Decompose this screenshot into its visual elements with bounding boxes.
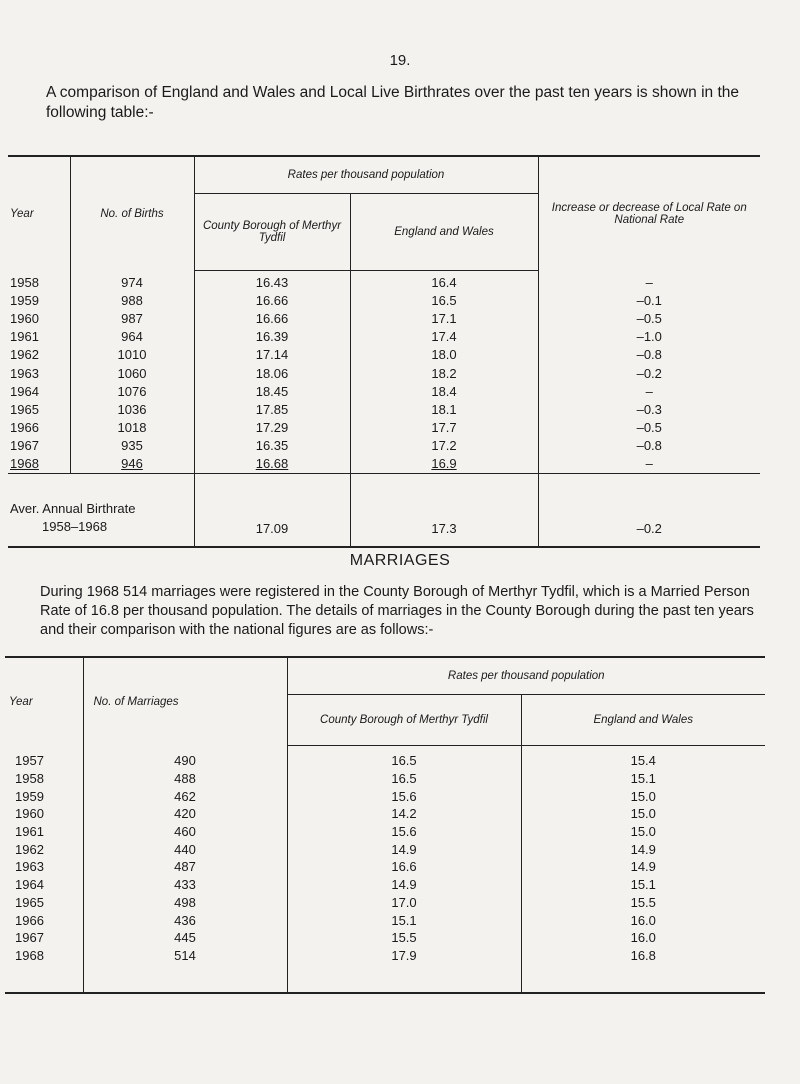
- row-year: 1958: [8, 271, 70, 293]
- row-marriages: 433: [83, 876, 287, 894]
- row-change: –: [645, 274, 653, 290]
- row-england-rate: 14.9: [630, 859, 656, 875]
- row-change: –: [645, 455, 653, 471]
- row-births: 1018: [70, 419, 194, 437]
- row-county-rate: 15.1: [287, 911, 521, 929]
- row-england-rate: 17.4: [350, 328, 538, 346]
- table-row: [5, 746, 765, 770]
- table-row: [8, 419, 760, 437]
- table-row: [8, 310, 760, 328]
- table-row: [8, 383, 760, 401]
- birthrate-table-body: [8, 271, 760, 474]
- table-row: [5, 823, 765, 841]
- table-row: [8, 364, 760, 382]
- row-year: 1967: [8, 437, 70, 455]
- row-county-rate: 15.6: [287, 823, 521, 841]
- row-year: 1959: [5, 787, 83, 805]
- row-county-rate: 16.39: [194, 328, 350, 346]
- row-county-rate: 16.35: [194, 437, 350, 455]
- row-county-rate: 17.0: [287, 894, 521, 912]
- row-year: 1962: [5, 840, 83, 858]
- col-england-header: England and Wales: [350, 194, 538, 271]
- row-year: 1960: [5, 805, 83, 823]
- row-year: 1968: [8, 455, 70, 474]
- row-england-rate: 17.7: [350, 419, 538, 437]
- table-row: [8, 401, 760, 419]
- table-row: [5, 770, 765, 788]
- marr-col-county-header: County Borough of Merthyr Tydfil: [287, 695, 521, 746]
- row-england-rate: 16.4: [350, 271, 538, 293]
- table-row: [8, 455, 760, 474]
- row-year: 1957: [5, 746, 83, 770]
- col-county-header: County Borough of Merthyr Tydfil: [194, 194, 350, 271]
- row-county-rate: 14.9: [287, 840, 521, 858]
- row-england-rate: 18.1: [350, 401, 538, 419]
- row-births: 946: [70, 455, 194, 474]
- row-england-rate: 18.4: [350, 383, 538, 401]
- row-england-rate: 16.5: [350, 292, 538, 310]
- table-row: [5, 858, 765, 876]
- row-year: 1966: [5, 911, 83, 929]
- row-year: 1959: [8, 292, 70, 310]
- row-year: 1964: [8, 383, 70, 401]
- row-marriages: 460: [83, 823, 287, 841]
- row-county-rate: 15.6: [287, 787, 521, 805]
- row-year: 1967: [5, 929, 83, 947]
- row-change: –1.0: [636, 329, 662, 345]
- table-row: [5, 911, 765, 929]
- row-county-rate: 16.68: [194, 455, 350, 474]
- table-row: [5, 787, 765, 805]
- row-england-rate: 15.0: [630, 824, 656, 840]
- row-england-rate: 14.9: [630, 841, 656, 857]
- table-row: [8, 437, 760, 455]
- row-change: –0.8: [636, 347, 662, 363]
- intro-paragraph: A comparison of England and Wales and Local Live Birthrates over the past ten years is shown in the following table:-: [46, 84, 740, 121]
- table-row: [8, 328, 760, 346]
- col-year-header: Year: [8, 156, 70, 271]
- row-change: –0.5: [636, 311, 662, 327]
- row-marriages: 462: [83, 787, 287, 805]
- row-births: 1076: [70, 383, 194, 401]
- row-change: –0.5: [636, 419, 662, 435]
- row-births: 935: [70, 437, 194, 455]
- average-label-line2: 1958–1968: [42, 519, 108, 535]
- row-year: 1968: [5, 947, 83, 994]
- row-year: 1961: [8, 328, 70, 346]
- row-england-rate: 18.2: [350, 364, 538, 382]
- row-county-rate: 16.43: [194, 271, 350, 293]
- row-england-rate: 17.2: [350, 437, 538, 455]
- row-england-rate: 18.0: [350, 346, 538, 364]
- row-england-rate: 15.1: [630, 771, 656, 787]
- marriages-table: [5, 656, 765, 994]
- row-marriages: 436: [83, 911, 287, 929]
- row-county-rate: 15.5: [287, 929, 521, 947]
- row-county-rate: 14.9: [287, 876, 521, 894]
- row-marriages: 490: [83, 746, 287, 770]
- row-change: –0.1: [636, 293, 662, 309]
- row-marriages: 498: [83, 894, 287, 912]
- row-county-rate: 17.9: [287, 947, 521, 994]
- row-births: 964: [70, 328, 194, 346]
- table-row: [5, 929, 765, 947]
- row-births: 1036: [70, 401, 194, 419]
- table-row: [5, 840, 765, 858]
- row-marriages: 514: [83, 947, 287, 994]
- row-county-rate: 16.5: [287, 746, 521, 770]
- row-county-rate: 16.5: [287, 770, 521, 788]
- col-births-header: No. of Births: [70, 156, 194, 271]
- row-england-rate: 17.1: [350, 310, 538, 328]
- birthrate-table: [8, 155, 760, 548]
- row-county-rate: 17.29: [194, 419, 350, 437]
- average-county: 17.09: [194, 474, 350, 548]
- row-england-rate: 16.0: [630, 912, 656, 928]
- row-county-rate: 18.45: [194, 383, 350, 401]
- average-row: [8, 474, 760, 548]
- row-year: 1958: [5, 770, 83, 788]
- row-county-rate: 17.85: [194, 401, 350, 419]
- row-marriages: 488: [83, 770, 287, 788]
- row-births: 987: [70, 310, 194, 328]
- marriages-title: MARRIAGES: [349, 552, 451, 569]
- row-england-rate: 15.4: [630, 753, 656, 769]
- marriages-paragraph: During 1968 514 marriages were registered in the County Borough of Merthyr Tydfil, which is a Married Person Rate of 16.8 per thousand population. The details of marriages in the County Borough during the past ten years and their comparison with the national figures are as follows:-: [40, 584, 754, 638]
- row-england-rate: 15.1: [630, 877, 656, 893]
- average-change: –0.2: [538, 474, 760, 548]
- table-row: [5, 894, 765, 912]
- row-county-rate: 16.66: [194, 292, 350, 310]
- row-year: 1962: [8, 346, 70, 364]
- row-marriages: 487: [83, 858, 287, 876]
- row-year: 1963: [8, 364, 70, 382]
- row-england-rate: 15.0: [630, 788, 656, 804]
- row-county-rate: 16.6: [287, 858, 521, 876]
- row-england-rate: 16.8: [521, 947, 765, 994]
- row-change: –: [645, 383, 653, 399]
- col-increase-header: Increase or decrease of Local Rate on National Rate: [538, 156, 760, 271]
- row-county-rate: 17.14: [194, 346, 350, 364]
- row-change: –0.8: [636, 437, 662, 453]
- table-row: [8, 346, 760, 364]
- row-year: 1960: [8, 310, 70, 328]
- row-births: 1060: [70, 364, 194, 382]
- col-rates-group-header: Rates per thousand population: [194, 156, 538, 194]
- row-change: –0.2: [636, 365, 662, 381]
- marriages-table-body: [5, 746, 765, 994]
- row-marriages: 420: [83, 805, 287, 823]
- row-marriages: 440: [83, 840, 287, 858]
- row-county-rate: 14.2: [287, 805, 521, 823]
- marr-col-rates-group-header: Rates per thousand population: [287, 657, 765, 695]
- average-label-line1: Aver. Annual Birthrate: [10, 501, 136, 517]
- row-england-rate: 15.5: [630, 894, 656, 910]
- row-england-rate: 16.9: [350, 455, 538, 474]
- row-births: 974: [70, 271, 194, 293]
- average-label: [8, 474, 194, 548]
- row-county-rate: 18.06: [194, 364, 350, 382]
- row-births: 988: [70, 292, 194, 310]
- row-england-rate: 15.0: [630, 806, 656, 822]
- marr-col-year-header: Year: [5, 657, 83, 746]
- table-row: [5, 876, 765, 894]
- average-england: 17.3: [350, 474, 538, 548]
- marr-col-england-header: England and Wales: [521, 695, 765, 746]
- table-row: [8, 292, 760, 310]
- row-year: 1963: [5, 858, 83, 876]
- row-change: –0.3: [636, 401, 662, 417]
- page-number: 19.: [389, 52, 411, 69]
- row-year: 1961: [5, 823, 83, 841]
- table-row: [5, 805, 765, 823]
- row-year: 1966: [8, 419, 70, 437]
- marr-col-marriages-header: No. of Marriages: [83, 657, 287, 746]
- table-row: [5, 947, 765, 994]
- row-births: 1010: [70, 346, 194, 364]
- row-year: 1965: [5, 894, 83, 912]
- row-year: 1964: [5, 876, 83, 894]
- row-marriages: 445: [83, 929, 287, 947]
- row-year: 1965: [8, 401, 70, 419]
- table-row: [8, 271, 760, 293]
- row-england-rate: 16.0: [630, 930, 656, 946]
- row-county-rate: 16.66: [194, 310, 350, 328]
